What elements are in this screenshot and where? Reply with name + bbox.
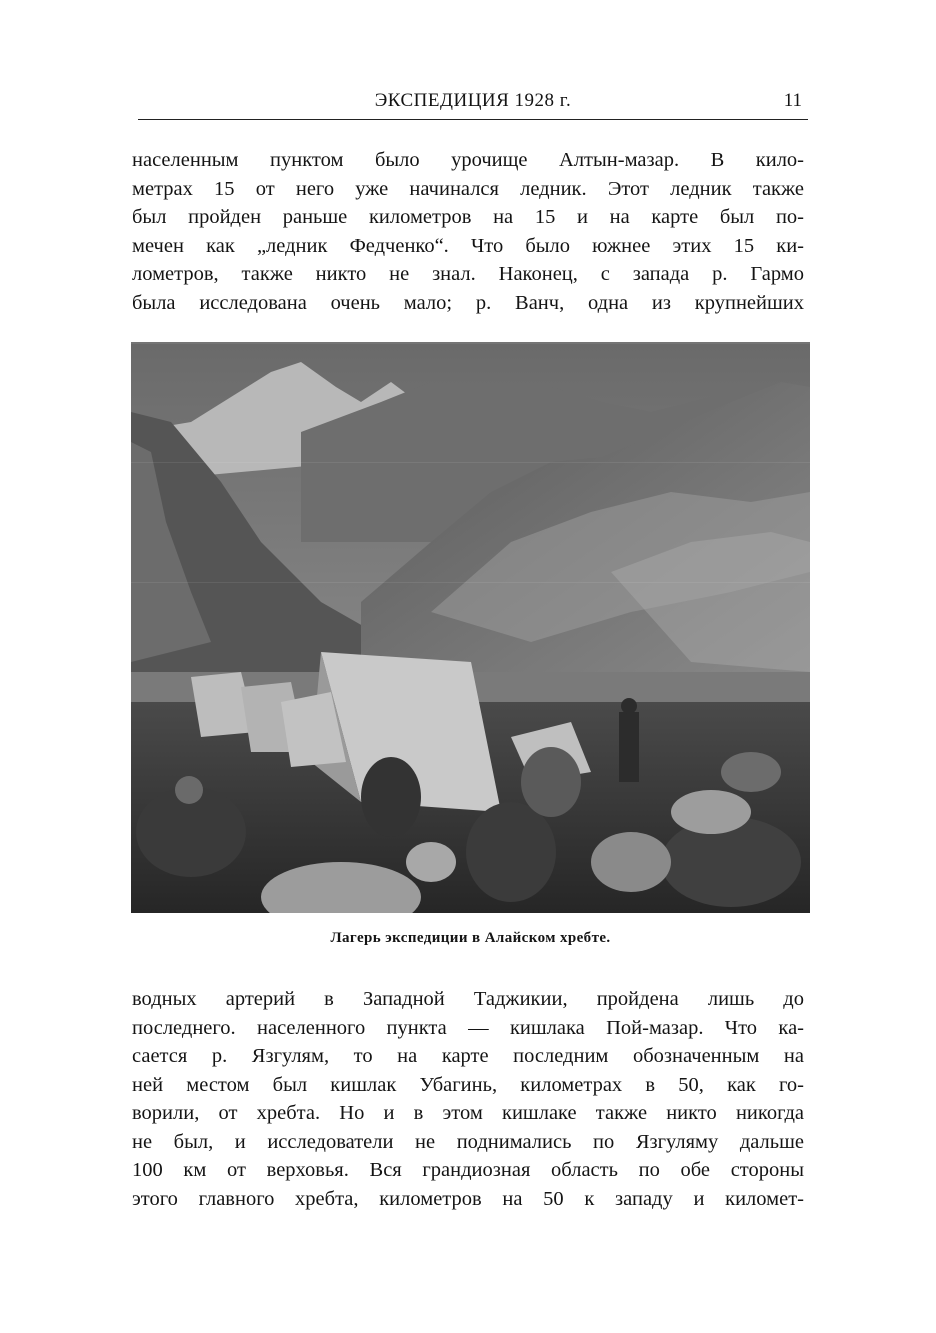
mountain-camp-photo bbox=[131, 342, 810, 913]
text-line: ней местом был кишлак Убагинь, километрах в 50, как го- bbox=[132, 1073, 804, 1096]
text-line: этого главного хребта, километров на 50 к западу и километ- bbox=[132, 1187, 804, 1210]
page-number: 11 bbox=[783, 90, 802, 111]
running-title: ЭКСПЕДИЦИЯ 1928 г. bbox=[374, 90, 572, 111]
text-line: метрах 15 от него уже начинался ледник. Этот ледник также bbox=[132, 177, 804, 200]
running-head bbox=[138, 90, 808, 120]
text-line: сается р. Язгулям, то на карте последним обозначенным на bbox=[132, 1045, 804, 1067]
text-line: водных артерий в Западной Таджикии, пройдена лишь до bbox=[132, 988, 804, 1010]
text-line: не был, и исследователи не поднимались по Язгуляму дальше bbox=[132, 1130, 804, 1153]
paragraph-bottom bbox=[132, 985, 804, 1213]
text-line: был пройден раньше километров на 15 и на карте был по- bbox=[132, 206, 804, 228]
paragraph-top bbox=[132, 146, 804, 317]
text-line: лометров, также никто не знал. Наконец, с запада р. Гармо bbox=[132, 263, 804, 285]
text-line: 100 км от верховья. Вся грандиозная область по обе стороны bbox=[132, 1159, 804, 1181]
header-rule bbox=[138, 119, 808, 120]
text-line: мечен как „ледник Федченко“. Что было южнее этих 15 ки- bbox=[132, 234, 804, 257]
text-line: была исследована очень мало; р. Ванч, одна из крупнейших bbox=[132, 291, 804, 314]
text-line: последнего. населенного пункта — кишлака Пой-мазар. Что ка- bbox=[132, 1016, 804, 1039]
text-line: населенным пунктом было урочище Алтын-мазар. В кило- bbox=[132, 149, 804, 171]
text-line: ворили, от хребта. Но и в этом кишлаке также никто никогда bbox=[132, 1102, 804, 1124]
figure-caption: Лагерь экспедиции в Алайском хребте. bbox=[330, 930, 611, 946]
